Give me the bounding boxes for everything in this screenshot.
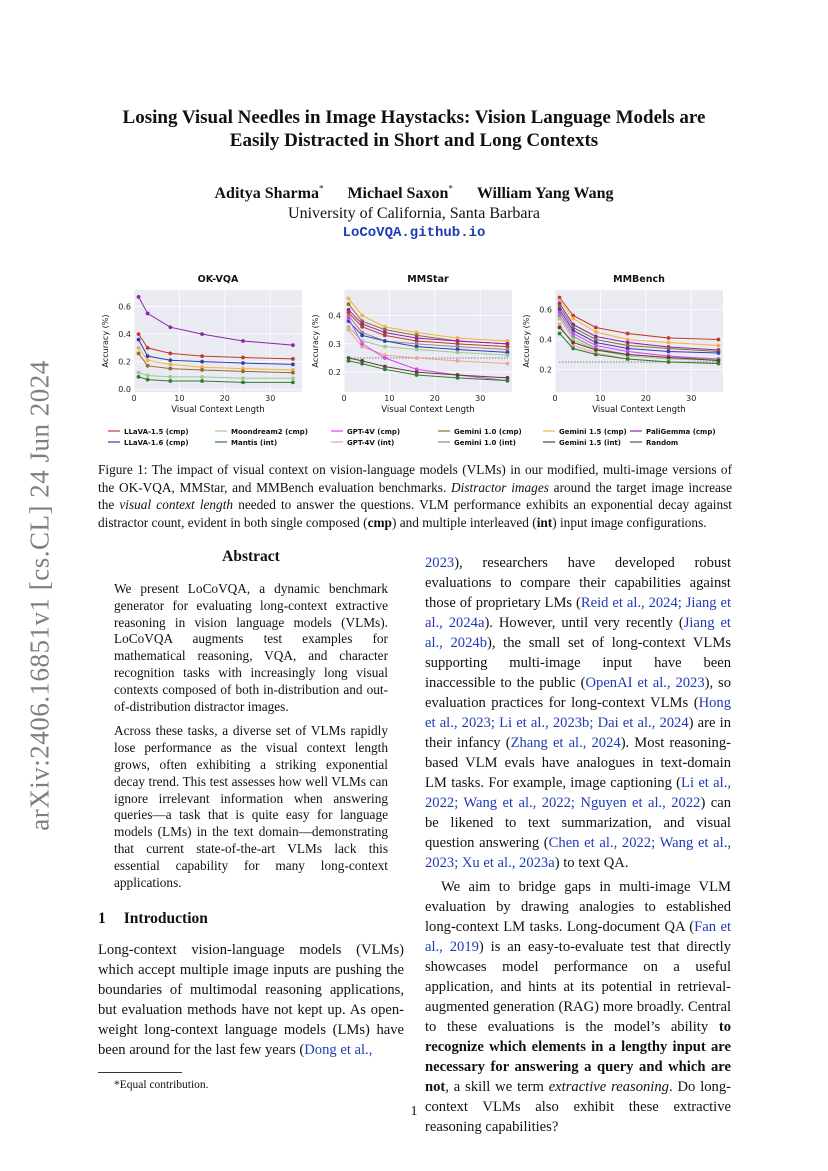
figure-1 (94, 268, 734, 454)
data-point (137, 332, 141, 336)
data-point (241, 380, 245, 384)
page-number: 1 (410, 1104, 418, 1119)
data-point (594, 353, 598, 357)
y-axis-label: Accuracy (%) (522, 314, 531, 368)
caption-text-2: around the target image increase the (98, 479, 733, 513)
data-point (347, 359, 351, 363)
data-point (626, 353, 630, 357)
y-tick-label: 0.4 (118, 330, 131, 340)
data-point (415, 356, 419, 360)
citation-link[interactable]: Dong et al., (304, 1042, 373, 1059)
data-point (506, 362, 510, 366)
x-tick-label: 0 (341, 394, 347, 403)
data-point (506, 353, 510, 357)
y-axis-label: Accuracy (%) (101, 314, 110, 368)
citation-link[interactable]: OpenAI et al., 2023 (585, 675, 705, 691)
legend-label: Gemini 1.0 (cmp) (454, 428, 522, 436)
data-point (558, 332, 562, 336)
x-tick-label: 30 (686, 394, 697, 403)
caption-bold-2: int (536, 514, 553, 530)
data-point (168, 363, 172, 367)
y-tick-label: 0.2 (118, 357, 131, 367)
data-point (383, 356, 387, 360)
citation-link[interactable]: Zhang et al., 2024 (510, 735, 621, 751)
data-point (360, 342, 364, 346)
data-point (347, 328, 351, 332)
data-point (168, 325, 172, 329)
data-point (571, 341, 575, 345)
x-axis-label: Visual Context Length (381, 405, 475, 415)
data-point (168, 358, 172, 362)
author-list (90, 184, 738, 203)
data-point (383, 367, 387, 371)
caption-em-1: Distractor images (451, 479, 549, 495)
data-point (667, 341, 671, 345)
x-tick-label: 10 (384, 394, 395, 403)
x-tick-label: 20 (640, 394, 651, 403)
legend-label: LLaVA-1.5 (cmp) (124, 428, 189, 436)
data-point (383, 333, 387, 337)
data-point (146, 358, 150, 362)
intro-paragraph-1: Long-context vision-language models (VLMs) which accept multiple image inputs are pushing the boundaries of multimodal reasoning applications, but evaluation methods have not kept up. As open-weight long-context language models (LMs) have been around for the last few years (Dong et al., (98, 942, 404, 1059)
chart-title: MMBench (613, 274, 665, 285)
abstract-paragraph-2: Across these tasks, a diverse set of VLMs rapidly lose performance as the visual context length grows, often exhibiting a striking exponential decay trend. This test assesses how well VLMs can ignore irrelevant information when answering queries—a task that is quite easy for language models (LMs) in the text domain—demonstrating that current state-of-the-art VLMs lack this essential capability for many long-context applications. (114, 723, 388, 890)
x-tick-label: 0 (131, 394, 137, 403)
data-point (137, 295, 141, 299)
x-tick-label: 20 (219, 394, 230, 403)
paper-title (90, 106, 738, 152)
data-point (717, 351, 721, 355)
data-point (594, 348, 598, 352)
y-tick-label: 0.6 (118, 302, 131, 312)
section-title: Introduction (123, 910, 208, 928)
legend-label: Random (646, 439, 679, 447)
x-tick-label: 10 (595, 394, 606, 403)
y-axis-label: Accuracy (%) (311, 314, 320, 368)
chart-title: MMStar (407, 274, 449, 285)
data-point (168, 379, 172, 383)
bold-phrase: to recognize which elements in a lengthy input are necessary for answering a query and which are not (425, 1019, 731, 1095)
data-point (360, 362, 364, 366)
data-point (291, 380, 295, 384)
chart-title: OK-VQA (197, 274, 239, 285)
data-point (667, 350, 671, 354)
data-point (137, 338, 141, 342)
data-point (291, 376, 295, 380)
data-point (415, 373, 419, 377)
abstract-heading: Abstract (222, 548, 280, 565)
y-tick-label: 0.4 (328, 311, 341, 321)
y-tick-label: 0.6 (539, 305, 552, 315)
data-point (291, 357, 295, 361)
x-axis-label: Visual Context Length (592, 405, 686, 415)
x-tick-label: 20 (429, 394, 440, 403)
author-1: Aditya Sharma* (214, 184, 324, 203)
citation-link[interactable]: Chen et al., 2022; Wang et al., 2023; Xu et al., 2023a (425, 835, 731, 871)
citation-link[interactable]: 2023 (425, 555, 455, 571)
data-point (456, 350, 460, 354)
data-point (626, 332, 630, 336)
data-point (360, 325, 364, 329)
data-point (146, 354, 150, 358)
citation-link[interactable]: Li et al., 2022; Wang et al., 2022; Nguyen et al., 2022 (425, 775, 731, 811)
data-point (594, 326, 598, 330)
data-point (146, 364, 150, 368)
footnote-rule (98, 1072, 182, 1073)
data-point (137, 346, 141, 350)
title-line-2: Easily Distracted in Short and Long Contexts (229, 130, 599, 151)
data-point (291, 363, 295, 367)
data-point (291, 343, 295, 347)
caption-text-5: ) input image configurations. (552, 514, 707, 530)
legend-label: Gemini 1.5 (int) (559, 439, 621, 447)
x-tick-label: 0 (552, 394, 558, 403)
data-point (667, 336, 671, 340)
data-point (168, 367, 172, 371)
left-column (98, 548, 404, 1091)
data-point (456, 359, 460, 363)
data-point (168, 352, 172, 356)
abstract-paragraph-1: We present LoCoVQA, a dynamic benchmark generator for evaluating long-context extractive reasoning in vision language models (VLMs). LoCoVQA augments test examples for mathematical reasoning, VQA, and character recognition tasks with increasingly long visual contexts composed of both in-distribution and out-of-distribution distractor images. (114, 581, 388, 714)
data-point (594, 330, 598, 334)
data-point (241, 356, 245, 360)
data-point (571, 317, 575, 321)
y-tick-label: 0.0 (118, 385, 131, 395)
arxiv-stamp (22, 330, 58, 860)
legend-label: GPT-4V (int) (347, 439, 395, 447)
data-point (717, 344, 721, 348)
data-point (415, 348, 419, 352)
title-line-1: Losing Visual Needles in Image Haystacks: Vision Language Models are (122, 107, 706, 128)
data-point (146, 374, 150, 378)
project-url-link[interactable]: LoCoVQA.github.io (342, 225, 486, 241)
data-point (146, 312, 150, 316)
data-point (667, 356, 671, 360)
figure-1-charts (94, 268, 734, 454)
data-point (667, 360, 671, 364)
caption-em-2: visual context length (119, 497, 234, 513)
data-point (717, 362, 721, 366)
author-3: William Yang Wang (476, 185, 614, 203)
data-point (146, 346, 150, 350)
legend-label: Mantis (int) (231, 439, 278, 447)
legend-label: GPT-4V (cmp) (347, 428, 401, 436)
data-point (200, 354, 204, 358)
caption-label: Figure 1: (98, 462, 148, 477)
plot-area-mmbench (555, 290, 723, 392)
x-axis-label: Visual Context Length (171, 405, 265, 415)
data-point (241, 369, 245, 373)
caption-text-1: The impact of visual context on vision-language models (VLMs) in our modified, multi-image versions of the OK-VQA, MMStar, and MMBench evaluation benchmarks. (98, 462, 732, 495)
legend-label: PaliGemma (cmp) (646, 428, 716, 436)
data-point (347, 316, 351, 320)
citation-link[interactable]: Hong et al., 2023; Li et al., 2023b; Dai et al., 2024 (425, 695, 731, 731)
data-point (137, 375, 141, 379)
data-point (200, 360, 204, 364)
footnote: *Equal contribution. (114, 1079, 209, 1092)
data-point (347, 302, 351, 306)
data-point (241, 376, 245, 380)
data-point (291, 371, 295, 375)
data-point (241, 339, 245, 343)
data-point (717, 338, 721, 342)
citation-link[interactable]: Jiang et al., 2024b (425, 615, 731, 651)
data-point (146, 378, 150, 382)
data-point (360, 314, 364, 318)
legend-label: LLaVA-1.6 (cmp) (124, 439, 189, 447)
data-point (168, 375, 172, 379)
y-tick-label: 0.4 (539, 335, 552, 345)
data-point (626, 357, 630, 361)
arxiv-stamp-text: arXiv:2406.16851v1 [cs.CL] 24 Jun 2024 (24, 359, 55, 831)
data-point (456, 376, 460, 380)
right-column (425, 553, 731, 1137)
data-point (200, 368, 204, 372)
data-point (200, 375, 204, 379)
y-tick-label: 0.2 (539, 365, 552, 375)
plot-area-ok-vqa (134, 290, 302, 392)
data-point (200, 332, 204, 336)
section-number: 1 (98, 910, 106, 928)
legend-label: Gemini 1.5 (cmp) (559, 428, 627, 436)
intro-paragraph-2: We aim to bridge gaps in multi-image VLM evaluation by drawing analogies to established long-context LM tasks. Long-document QA (Fan et al., 2019) is an easy-to-evaluate test that directly showcases model performance on a useful application, and hints at its potential in retrieval-augmented generation (RAG) more broadly. Central to these evaluations is the model’s ability to recognize which elements in a lengthy input are necessary for answering a query and which are not, a skill we term extractive reasoning. Do long-context VLMs also exhibit these extractive reasoning capabilities? (425, 879, 732, 1135)
caption-bold-1: cmp (367, 514, 392, 530)
data-point (383, 339, 387, 343)
data-point (571, 347, 575, 351)
data-point (558, 317, 562, 321)
data-point (383, 345, 387, 349)
affiliation: University of California, Santa Barbara (288, 205, 540, 222)
data-point (347, 297, 351, 301)
data-point (241, 361, 245, 365)
data-point (137, 352, 141, 356)
caption-text-4: ) and multiple interleaved ( (391, 514, 537, 530)
data-point (506, 379, 510, 383)
y-tick-label: 0.3 (328, 339, 341, 349)
citation-link[interactable]: Reid et al., 2024; Jiang et al., 2024a (425, 595, 731, 631)
x-tick-label: 30 (265, 394, 276, 403)
x-tick-label: 10 (174, 394, 185, 403)
data-point (558, 326, 562, 330)
data-point (137, 371, 141, 375)
x-tick-label: 30 (475, 394, 486, 403)
legend-label: Moondream2 (cmp) (231, 428, 308, 436)
section-heading-introduction (98, 910, 404, 928)
y-tick-label: 0.2 (328, 368, 341, 378)
data-point (200, 379, 204, 383)
data-point (360, 333, 364, 337)
intro-paragraph-1-cont: 2023), researchers have developed robust evaluations to compare their capabilities against those of proprietary LMs (Reid et al., 2024; Jiang et al., 2024a). However, until very recently (Jiang et al., 2024b), the small set of long-context VLMs supporting multi-image input have been inaccessible to the public (OpenAI et al., 2023), so evaluation practices for long-context VLMs (Hong et al., 2023; Li et al., 2023b; Dai et al., 2024) are in their infancy (Zhang et al., 2024). Most reasoning-based VLM evals have analogues in text-domain LM tasks. For example, image captioning (Li et al., 2022; Wang et al., 2022; Nguyen et al., 2022) can be likened to text summarization, and visual question answering (Chen et al., 2022; Wang et al., 2023; Xu et al., 2023a) to text QA. (425, 555, 731, 871)
figure-caption (98, 461, 732, 531)
caption-text-3: needed to answer the questions. VLM performance exhibits an exponential decay against distractor count, evident in both single composed ( (98, 497, 732, 530)
legend-label: Gemini 1.0 (int) (454, 439, 516, 447)
author-2: Michael Saxon* (347, 184, 453, 203)
citation-link[interactable]: Fan et al., 2019 (425, 919, 732, 955)
italic-term: extractive reasoning (548, 1079, 669, 1095)
